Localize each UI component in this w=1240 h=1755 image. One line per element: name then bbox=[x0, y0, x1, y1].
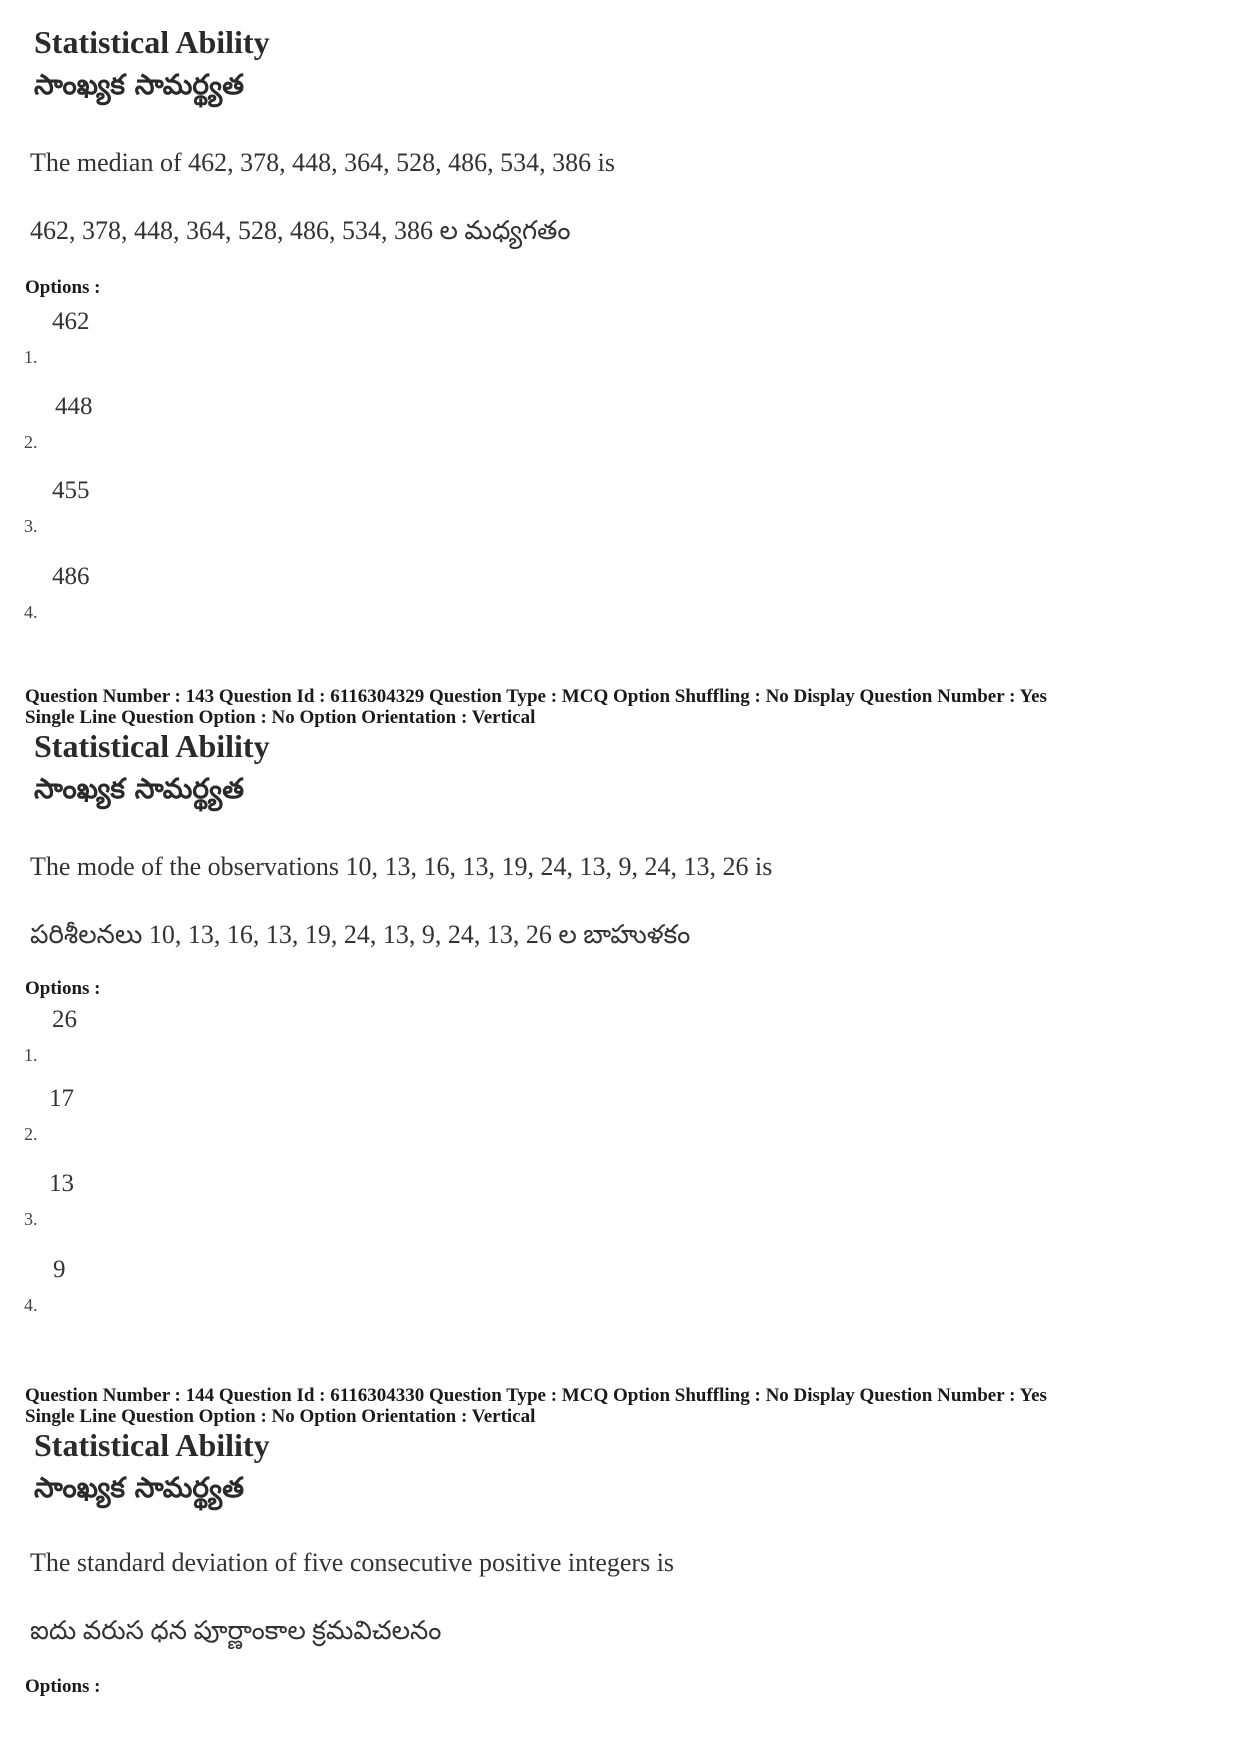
question-meta-line-1: Question Number : 143 Question Id : 6116304329 Question Type : MCQ Option Shuffling : No Display Question Number : Yes bbox=[25, 686, 1047, 707]
question-text-te: ఐదు వరుస ధన పూర్ణాంకాల క్రమవిచలనం bbox=[30, 1616, 442, 1645]
option-number: 2. bbox=[24, 1124, 38, 1144]
section-title-te: సాంఖ్యక సామర్థ్యత bbox=[34, 772, 244, 805]
section-title-te: సాంఖ్యక సామర్థ్యత bbox=[34, 1471, 244, 1504]
section-title-te: సాంఖ్యక సామర్థ్యత bbox=[34, 68, 244, 101]
question-text-en: The median of 462, 378, 448, 364, 528, 486, 534, 386 is bbox=[30, 148, 615, 177]
option-number: 1. bbox=[24, 1045, 38, 1065]
option-value: 486 bbox=[52, 563, 90, 590]
options-label: Options : bbox=[25, 277, 101, 298]
question-meta-line-2: Single Line Question Option : No Option Orientation : Vertical bbox=[25, 707, 536, 728]
section-title-en: Statistical Ability bbox=[34, 728, 270, 764]
option-number: 3. bbox=[24, 516, 38, 536]
option-value: 448 bbox=[55, 393, 93, 420]
option-value: 13 bbox=[49, 1170, 74, 1197]
option-4[interactable] bbox=[24, 563, 324, 623]
option-1[interactable] bbox=[24, 308, 324, 368]
option-1[interactable] bbox=[24, 1006, 324, 1066]
question-text-te: 462, 378, 448, 364, 528, 486, 534, 386 ల మధ్యగతం bbox=[30, 216, 571, 245]
options-label: Options : bbox=[25, 1676, 101, 1697]
option-4[interactable] bbox=[24, 1256, 324, 1316]
option-value: 455 bbox=[52, 477, 90, 504]
section-title-en: Statistical Ability bbox=[34, 24, 270, 60]
option-number: 4. bbox=[24, 1295, 38, 1315]
options-label: Options : bbox=[25, 978, 101, 999]
question-text-en: The standard deviation of five consecutive positive integers is bbox=[30, 1548, 675, 1577]
question-meta-line-1: Question Number : 144 Question Id : 6116304330 Question Type : MCQ Option Shuffling : No Display Question Number : Yes bbox=[25, 1385, 1047, 1406]
option-number: 1. bbox=[24, 347, 38, 367]
option-value: 9 bbox=[53, 1256, 66, 1283]
option-3[interactable] bbox=[24, 1170, 324, 1230]
question-text-en: The mode of the observations 10, 13, 16, 13, 19, 24, 13, 9, 24, 13, 26 is bbox=[30, 852, 773, 881]
option-number: 3. bbox=[24, 1209, 38, 1229]
option-number: 4. bbox=[24, 602, 38, 622]
question-text-te: పరిశీలనలు 10, 13, 16, 13, 19, 24, 13, 9, 24, 13, 26 ల బాహుళకం bbox=[30, 920, 691, 949]
section-title-en: Statistical Ability bbox=[34, 1427, 270, 1463]
question-meta-line-2: Single Line Question Option : No Option Orientation : Vertical bbox=[25, 1406, 536, 1427]
option-3[interactable] bbox=[24, 477, 324, 537]
option-value: 17 bbox=[49, 1085, 74, 1112]
option-value: 26 bbox=[52, 1006, 77, 1033]
option-2[interactable] bbox=[24, 1085, 324, 1145]
option-number: 2. bbox=[24, 432, 38, 452]
option-value: 462 bbox=[52, 308, 90, 335]
option-2[interactable] bbox=[24, 393, 324, 453]
